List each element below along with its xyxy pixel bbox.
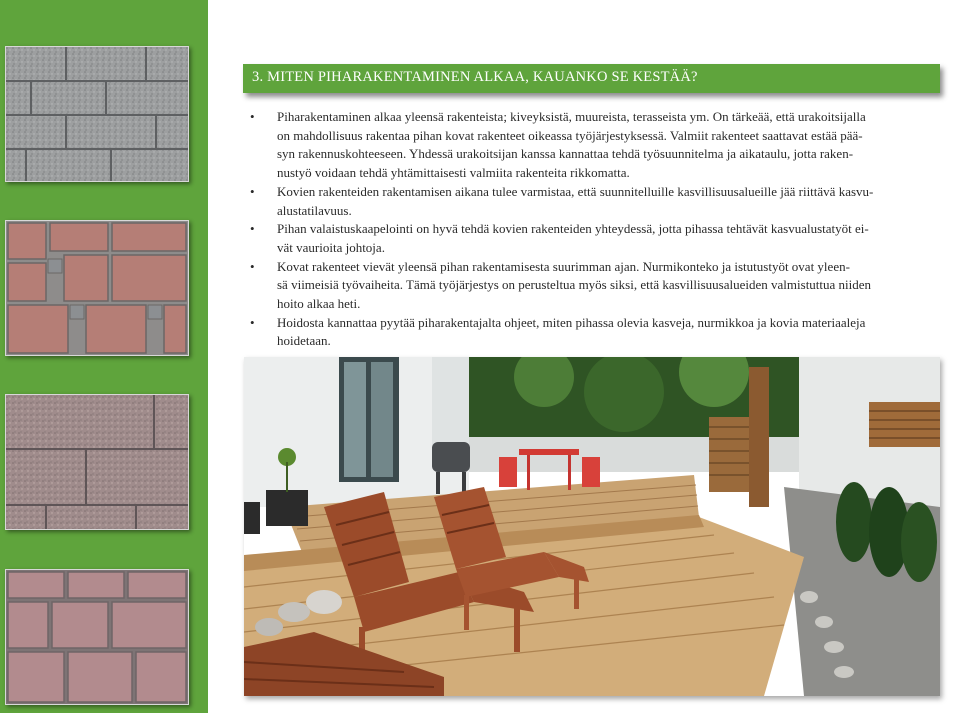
bullet-dot: • xyxy=(250,314,255,330)
bullet-text-line: Piharakentaminen alkaa yleensä rakenteista; kiveyksistä, muureista, terasseista ym. On tärkeää, että urakoitsijalla xyxy=(277,109,866,124)
bullet-dot: • xyxy=(250,258,255,274)
swatch-red-gray-square-tiles xyxy=(5,220,189,356)
bullet-dot: • xyxy=(250,221,255,237)
bullet-dot: • xyxy=(250,109,255,124)
bullet-text-line: Hoidosta kannattaa pyytää piharakentajalta ohjeet, miten pihassa olevia kasveja, nurmikkoa ja kovia materiaaleja xyxy=(277,314,866,330)
section-heading xyxy=(252,69,698,86)
deck-terrace-photo xyxy=(244,357,940,696)
bullet-text-line: syn rakennuskohteeseen. Yhdessä urakoitsijan kanssa kannattaa tehdä työsuunnitelma ja aikataulu, jotta raken- xyxy=(277,146,854,162)
swatch-gray-granite-pavers xyxy=(5,46,189,182)
bullet-item xyxy=(250,183,940,220)
bullet-item xyxy=(250,108,940,183)
heading-number: 3. xyxy=(252,69,264,85)
bullet-text-line: alustatilavuus. xyxy=(277,202,352,218)
section-heading-bar xyxy=(243,64,940,93)
bullet-text-line: hoidetaan. xyxy=(277,333,331,349)
swatch-pink-square-tiles xyxy=(5,569,189,705)
bullet-item xyxy=(250,258,940,314)
bullet-item xyxy=(250,220,940,257)
swatch-red-granite-slabs xyxy=(5,394,189,530)
bullet-text-line: Kovat rakenteet vievät yleensä pihan rakentamisesta suurimman ajan. Nurmikonteko ja istutustyöt ovat yleen- xyxy=(277,258,850,274)
bullet-list xyxy=(250,108,940,351)
bullet-text-line: hoito alkaa heti. xyxy=(277,296,361,312)
left-sidebar xyxy=(0,0,208,713)
bullet-text-line: vät vaurioita johtoja. xyxy=(277,239,385,255)
bullet-item xyxy=(250,314,940,351)
bullet-text-line: nustyö voidaan tehdä yhtämittaisesti valmiita rakenteita rikkomatta. xyxy=(277,165,630,181)
bullet-text-line: on mahdollisuus rakentaa pihan kovat rakenteet oikeassa työjärjestyksessä. Valmiit rakenteet saattavat estää pää- xyxy=(277,127,863,143)
bullet-text-line: sä viimeisiä työvaiheita. Tämä työjärjestys on perusteltua myös siksi, että kasvillisuusalueiden valmistuttua niiden xyxy=(277,277,872,293)
bullet-text-line: Pihan valaistuskaapelointi on hyvä tehdä kovien rakenteiden yhteydessä, jotta pihassa tehtävät kasvualustatyöt ei- xyxy=(277,221,869,237)
heading-title: MITEN PIHARAKENTAMINEN ALKAA, KAUANKO SE KESTÄÄ? xyxy=(267,69,698,85)
bullet-text-line: Kovien rakenteiden rakentamisen aikana tulee varmistaa, että suunnitelluille kasvillisuusalueille jää riittävä kasvu- xyxy=(277,183,874,199)
bullet-dot: • xyxy=(250,183,255,199)
